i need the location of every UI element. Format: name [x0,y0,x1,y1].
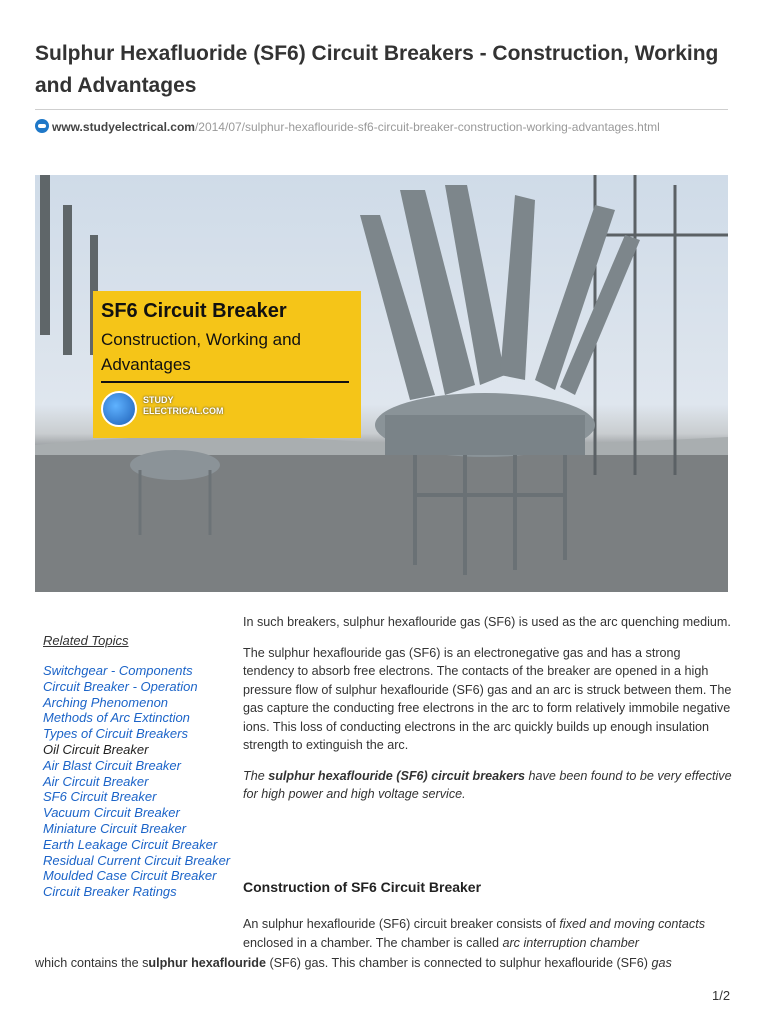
related-topics-heading: Related Topics [43,633,129,648]
page-number: 1/2 [712,988,731,1003]
title-banner [93,291,361,438]
source-path[interactable]: /2014/07/sulphur-hexaflouride-sf6-circuit-breaker-construction-working-advantages.html [194,120,660,134]
banner-divider [101,381,349,383]
topic-link[interactable]: Circuit Breaker - Operation [43,678,198,694]
banner-subtitle: Construction, Working and Advantages [101,330,302,374]
small-breaker [130,450,220,480]
related-topics [43,633,243,900]
section-heading: Construction of SF6 Circuit Breaker [243,879,482,895]
topic-link[interactable]: Air Blast Circuit Breaker [43,757,181,773]
banner-title: SF6 Circuit Breaker [101,300,287,322]
brand-name: STUDY ELECTRICAL.COM [143,395,224,416]
page-title: Sulphur Hexafluoride (SF6) Circuit Breakers - Construction, Working and Advantages [35,42,719,97]
topic-link[interactable]: Types of Circuit Breakers [43,726,188,742]
left-insulators [40,175,98,355]
source-url[interactable] [35,119,735,135]
paragraph-construction-continued: which contains the sulphur hexaflouride (SF6) gas. This chamber is connected to sulphur hexaflouride (SF6) gas [35,956,672,970]
right-gantry [595,175,728,475]
topic-link[interactable]: Switchgear - Components [43,663,193,678]
topic-link[interactable]: Air Circuit Breaker [43,773,149,789]
topic-link[interactable]: SF6 Circuit Breaker [43,789,157,805]
breaker-insulators [360,185,640,400]
paragraph-effectiveness: The sulphur hexaflouride (SF6) circuit breakers have been found to be very effective for high power and high voltage service. [243,768,732,801]
topic-link[interactable]: Earth Leakage Circuit Breaker [43,836,218,852]
topic-current: Oil Circuit Breaker [43,741,149,757]
topic-link[interactable]: Vacuum Circuit Breaker [43,805,180,821]
source-domain[interactable]: www.studyelectrical.com [52,120,195,134]
paragraph-working: The sulphur hexaflouride gas (SF6) is an electronegative gas and has a strong tendency to absorb free electrons. The contacts of the breaker are opened in a high pressure flow of sulphur hexaflouride (SF6) gas and an arc is struck between them. The gas capture the conducting free electrons in the arc to form relatively immobile negative ions. This loss of conducting electrons in the arc quickly builds up enough insulation strength to extinguish the arc. [243,645,732,752]
site-logo-icon [35,119,49,133]
topic-link[interactable]: Residual Current Circuit Breaker [43,852,231,868]
paragraph-construction: An sulphur hexaflouride (SF6) circuit breaker consists of fixed and moving contacts enclosed in a chamber. The chamber is called arc interruption chamber [243,917,705,950]
topic-link[interactable]: Arching Phenomenon [43,694,169,710]
topic-link[interactable]: Miniature Circuit Breaker [43,820,187,836]
topic-link[interactable]: Circuit Breaker Ratings [43,884,177,900]
title-divider [35,109,728,110]
topic-link[interactable]: Methods of Arc Extinction [43,710,190,726]
topic-link[interactable]: Moulded Case Circuit Breaker [43,868,217,884]
article-body [243,613,733,816]
hero-image [35,175,728,592]
brand-logo-icon [101,391,137,427]
paragraph-intro: In such breakers, sulphur hexaflouride gas (SF6) is used as the arc quenching medium. [243,615,731,629]
